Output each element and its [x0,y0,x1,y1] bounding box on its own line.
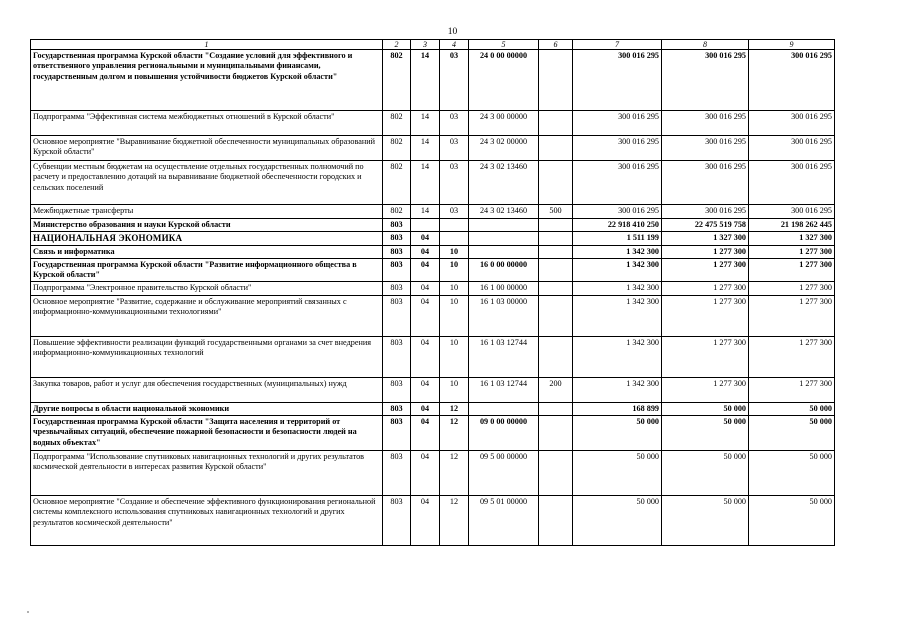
row-code-subsection-cell: 12 [440,416,469,451]
row-name-cell: Государственная программа Курской области "Развитие информационного общества в Курской области" [31,258,383,282]
row-amount-year3-cell: 300 016 295 [749,136,835,161]
row-code-section-cell: 14 [411,136,440,161]
row-target-article-cell: 24 3 02 13460 [469,205,539,219]
row-code-subsection-cell: 03 [440,205,469,219]
row-amount-year2-cell: 300 016 295 [662,205,749,219]
row-amount-year3-cell: 50 000 [749,402,835,415]
row-target-article-cell: 09 5 00 00000 [469,451,539,496]
row-target-article-cell: 16 0 00 00000 [469,258,539,282]
row-target-article-cell: 16 1 00 00000 [469,282,539,295]
row-name-cell: Повышение эффективности реализации функций государственными органами за счет внедрения информационно-коммуникационных технологий [31,336,383,377]
row-code-subsection-cell: 10 [440,258,469,282]
row-expense-type-cell [539,282,573,295]
row-code-subsection-cell: 10 [440,245,469,258]
row-amount-year1-cell: 168 899 [573,402,662,415]
row-code-ministry-cell: 803 [383,416,411,451]
table-row [31,282,835,295]
row-name-cell: Подпрограмма "Электронное правительство Курской области" [31,282,383,295]
row-amount-year2-cell: 300 016 295 [662,111,749,136]
table-row [31,136,835,161]
table-row [31,496,835,546]
table-row [31,295,835,336]
table-row [31,377,835,402]
table-row [31,50,835,111]
header-cell: 6 [539,40,573,50]
row-expense-type-cell [539,402,573,415]
row-expense-type-cell [539,245,573,258]
row-code-section-cell: 14 [411,111,440,136]
row-code-section-cell [411,219,440,232]
row-amount-year1-cell: 1 342 300 [573,377,662,402]
row-amount-year2-cell: 22 475 519 758 [662,219,749,232]
row-amount-year2-cell: 1 327 300 [662,232,749,245]
row-amount-year3-cell: 1 327 300 [749,232,835,245]
row-expense-type-cell: 500 [539,205,573,219]
row-expense-type-cell [539,295,573,336]
row-amount-year2-cell: 300 016 295 [662,50,749,111]
header-cell: 5 [469,40,539,50]
row-target-article-cell: 24 3 00 00000 [469,111,539,136]
row-name-cell: Основное мероприятие "Создание и обеспечение эффективного функционирования региональной системы комплексного использования спутниковых навигационных технологий и других результатов космической деятельности" [31,496,383,546]
row-code-subsection-cell: 03 [440,50,469,111]
row-amount-year1-cell: 1 511 199 [573,232,662,245]
row-code-subsection-cell: 03 [440,161,469,205]
row-amount-year3-cell: 300 016 295 [749,205,835,219]
row-amount-year1-cell: 22 918 410 250 [573,219,662,232]
table-row [31,161,835,205]
row-code-section-cell: 04 [411,295,440,336]
row-code-section-cell: 04 [411,258,440,282]
table-row [31,451,835,496]
row-amount-year3-cell: 300 016 295 [749,161,835,205]
scan-dot [27,611,29,613]
row-name-cell: Другие вопросы в области национальной экономики [31,402,383,415]
row-amount-year1-cell: 300 016 295 [573,50,662,111]
row-target-article-cell [469,245,539,258]
row-code-section-cell: 04 [411,496,440,546]
row-code-section-cell: 14 [411,205,440,219]
row-amount-year3-cell: 1 277 300 [749,245,835,258]
row-name-cell: Субвенции местным бюджетам на осуществление отдельных государственных полномочий по расчету и предоставлению дотаций на выравнивание бюджетной обеспеченности городских и сельских поселений [31,161,383,205]
row-code-subsection-cell: 10 [440,282,469,295]
row-amount-year3-cell: 1 277 300 [749,336,835,377]
row-amount-year3-cell: 50 000 [749,416,835,451]
row-amount-year1-cell: 1 342 300 [573,336,662,377]
row-code-section-cell: 04 [411,245,440,258]
row-amount-year2-cell: 50 000 [662,451,749,496]
row-expense-type-cell [539,219,573,232]
row-expense-type-cell [539,161,573,205]
row-code-subsection-cell: 03 [440,136,469,161]
row-amount-year3-cell: 300 016 295 [749,111,835,136]
header-cell: 9 [749,40,835,50]
row-code-section-cell: 04 [411,451,440,496]
table-row [31,232,835,245]
row-target-article-cell: 09 5 01 00000 [469,496,539,546]
row-amount-year2-cell: 300 016 295 [662,136,749,161]
row-target-article-cell: 24 3 02 00000 [469,136,539,161]
row-expense-type-cell [539,416,573,451]
table-row [31,402,835,415]
row-name-cell: Межбюджетные трансферты [31,205,383,219]
row-amount-year2-cell: 1 277 300 [662,295,749,336]
header-cell: 4 [440,40,469,50]
page-number: 10 [447,27,458,37]
row-amount-year1-cell: 50 000 [573,496,662,546]
row-code-section-cell: 04 [411,402,440,415]
table-row [31,245,835,258]
row-name-cell: Государственная программа Курской области "Создание условий для эффективного и ответственного управления региональными и муниципальными финансами, государственным долгом и повышения устойчивости бюджетов Курской области" [31,50,383,111]
budget-table [30,39,835,546]
row-code-ministry-cell: 803 [383,245,411,258]
row-name-cell: Закупка товаров, работ и услуг для обеспечения государственных (муниципальных) нужд [31,377,383,402]
row-target-article-cell: 16 1 03 00000 [469,295,539,336]
row-code-ministry-cell: 803 [383,295,411,336]
row-amount-year1-cell: 1 342 300 [573,258,662,282]
row-code-ministry-cell: 802 [383,50,411,111]
table-header-row [31,40,835,50]
header-cell: 3 [411,40,440,50]
row-expense-type-cell [539,258,573,282]
row-code-section-cell: 14 [411,161,440,205]
row-name-cell: Основное мероприятие "Выравнивание бюджетной обеспеченности муниципальных образований Курской области" [31,136,383,161]
row-code-ministry-cell: 803 [383,451,411,496]
row-amount-year3-cell: 50 000 [749,451,835,496]
table-row [31,258,835,282]
row-name-cell: Подпрограмма "Эффективная система межбюджетных отношений в Курской области" [31,111,383,136]
row-amount-year2-cell: 50 000 [662,416,749,451]
row-code-subsection-cell: 10 [440,295,469,336]
row-code-subsection-cell: 10 [440,336,469,377]
header-cell: 1 [31,40,383,50]
row-amount-year1-cell: 300 016 295 [573,161,662,205]
row-code-ministry-cell: 803 [383,496,411,546]
row-code-ministry-cell: 803 [383,219,411,232]
row-amount-year1-cell: 1 342 300 [573,295,662,336]
row-code-subsection-cell: 12 [440,402,469,415]
row-expense-type-cell [539,451,573,496]
row-target-article-cell [469,232,539,245]
row-code-section-cell: 04 [411,377,440,402]
row-amount-year3-cell: 1 277 300 [749,377,835,402]
table-row [31,219,835,232]
row-amount-year3-cell: 300 016 295 [749,50,835,111]
row-amount-year2-cell: 50 000 [662,496,749,546]
row-target-article-cell: 09 0 00 00000 [469,416,539,451]
row-expense-type-cell [539,232,573,245]
row-amount-year2-cell: 1 277 300 [662,258,749,282]
row-name-cell: Подпрограмма "Использование спутниковых навигационных технологий и других результатов космической деятельности в интересах развития Курской области" [31,451,383,496]
header-cell: 8 [662,40,749,50]
row-amount-year1-cell: 300 016 295 [573,136,662,161]
row-amount-year2-cell: 1 277 300 [662,282,749,295]
row-code-ministry-cell: 803 [383,232,411,245]
row-code-ministry-cell: 803 [383,282,411,295]
row-code-subsection-cell: 10 [440,377,469,402]
row-code-ministry-cell: 802 [383,161,411,205]
row-name-cell: Государственная программа Курской области "Защита населения и территорий от чрезвычайных ситуаций, обеспечение пожарной безопасности и безопасности людей на водных объектах" [31,416,383,451]
row-amount-year2-cell: 1 277 300 [662,377,749,402]
row-code-section-cell: 04 [411,336,440,377]
row-target-article-cell [469,402,539,415]
row-code-section-cell: 04 [411,416,440,451]
table-row [31,416,835,451]
table-row [31,111,835,136]
row-code-subsection-cell: 12 [440,496,469,546]
row-name-cell: НАЦИОНАЛЬНАЯ ЭКОНОМИКА [31,232,383,245]
row-code-ministry-cell: 803 [383,258,411,282]
row-name-cell: Связь и информатика [31,245,383,258]
row-code-ministry-cell: 802 [383,111,411,136]
row-code-section-cell: 04 [411,282,440,295]
row-amount-year3-cell: 1 277 300 [749,282,835,295]
row-amount-year1-cell: 50 000 [573,416,662,451]
row-code-ministry-cell: 803 [383,377,411,402]
row-amount-year3-cell: 1 277 300 [749,295,835,336]
row-amount-year3-cell: 1 277 300 [749,258,835,282]
row-target-article-cell: 16 1 03 12744 [469,377,539,402]
row-expense-type-cell: 200 [539,377,573,402]
header-cell: 2 [383,40,411,50]
row-amount-year1-cell: 50 000 [573,451,662,496]
row-target-article-cell: 24 0 00 00000 [469,50,539,111]
row-amount-year2-cell: 50 000 [662,402,749,415]
row-expense-type-cell [539,111,573,136]
row-code-subsection-cell: 12 [440,451,469,496]
row-code-ministry-cell: 802 [383,205,411,219]
row-expense-type-cell [539,136,573,161]
row-expense-type-cell [539,336,573,377]
row-code-ministry-cell: 802 [383,136,411,161]
row-code-subsection-cell: 03 [440,111,469,136]
row-code-ministry-cell: 803 [383,336,411,377]
row-target-article-cell: 24 3 02 13460 [469,161,539,205]
table-row [31,336,835,377]
row-amount-year3-cell: 21 198 262 445 [749,219,835,232]
row-amount-year2-cell: 1 277 300 [662,336,749,377]
row-code-section-cell: 04 [411,232,440,245]
row-amount-year2-cell: 300 016 295 [662,161,749,205]
row-amount-year1-cell: 1 342 300 [573,245,662,258]
row-amount-year3-cell: 50 000 [749,496,835,546]
row-expense-type-cell [539,50,573,111]
row-amount-year1-cell: 300 016 295 [573,205,662,219]
row-code-subsection-cell [440,219,469,232]
row-name-cell: Основное мероприятие "Развитие, содержание и обслуживание мероприятий связанных с информационно-коммуникационными технологиями" [31,295,383,336]
row-target-article-cell: 16 1 03 12744 [469,336,539,377]
row-expense-type-cell [539,496,573,546]
header-cell: 7 [573,40,662,50]
row-code-subsection-cell [440,232,469,245]
row-code-section-cell: 14 [411,50,440,111]
row-name-cell: Министерство образования и науки Курской области [31,219,383,232]
row-target-article-cell [469,219,539,232]
row-code-ministry-cell: 803 [383,402,411,415]
table-row [31,205,835,219]
row-amount-year1-cell: 1 342 300 [573,282,662,295]
row-amount-year2-cell: 1 277 300 [662,245,749,258]
row-amount-year1-cell: 300 016 295 [573,111,662,136]
